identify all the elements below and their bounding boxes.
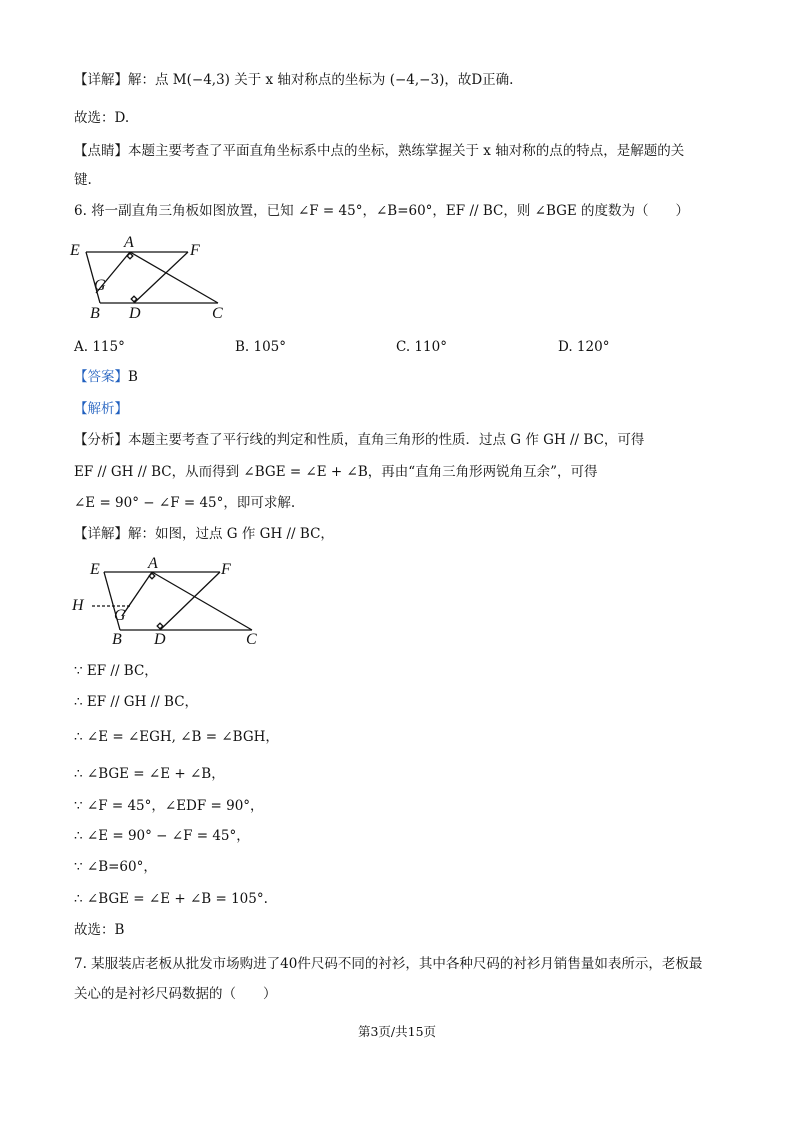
segment-AG-2 [122, 572, 152, 616]
label-E-2: E [90, 561, 100, 578]
comment-line-1: 【点睛】本题主要考查了平面直角坐标系中点的坐标，熟练掌握关于 x 轴对称的点的特点，是解题的关 [74, 143, 685, 159]
detail-line-1: 【详解】解：点 M(−4,3) 关于 x 轴对称点的坐标为 (−4,−3)，故D正确. [74, 72, 514, 88]
label-F-2: F [221, 561, 231, 578]
step-1: ∵ EF // BC， [74, 663, 158, 679]
label-D: D [129, 305, 141, 322]
question-6: 6. 将一副直角三角板如图放置，已知 ∠F = 45°，∠B=60°，EF // BC，则 ∠BGE 的度数为（ ） [74, 203, 690, 219]
step-8: ∴ ∠BGE = ∠E + ∠B = 105°. [74, 891, 268, 907]
analysis-line-2: EF // GH // BC，从而得到 ∠BGE = ∠E + ∠B，再由“直角三角形两锐角互余”，可得 [74, 464, 598, 480]
label-E: E [70, 242, 80, 259]
step-4: ∴ ∠BGE = ∠E + ∠B， [74, 766, 225, 782]
figure-1 [66, 230, 246, 324]
step-3: ∴ ∠E = ∠EGH, ∠B = ∠BGH， [74, 729, 279, 745]
step-2: ∴ EF // GH // BC， [74, 694, 199, 710]
analysis-line-1: 【分析】本题主要考查了平行线的判定和性质，直角三角形的性质．过点 G 作 GH // BC，可得 [74, 432, 645, 448]
label-D-2: D [154, 631, 166, 648]
choice-B: B. 105° [235, 339, 287, 355]
label-B: B [90, 305, 100, 322]
label-F: F [190, 242, 200, 259]
question-7-line-2: 关心的是衬衫尺码数据的（ ） [74, 986, 277, 1002]
choice-C: C. 110° [396, 339, 447, 355]
label-A: A [124, 234, 134, 251]
answer-tag: 【答案】 [74, 369, 128, 385]
segment-AC-2 [152, 572, 252, 630]
page-footer: 第3页/共15页 [357, 1024, 437, 1039]
label-C-2: C [246, 631, 257, 648]
label-G: G [94, 277, 106, 294]
label-G-2: G [114, 607, 126, 624]
step-6: ∴ ∠E = 90° − ∠F = 45°， [74, 828, 250, 844]
analysis-tag: 【解析】 [74, 401, 128, 417]
detail-line-2: 【详解】解：如图，过点 G 作 GH // BC， [74, 526, 334, 542]
segment-FD-2 [160, 572, 220, 630]
step-9: 故选：B [74, 922, 125, 938]
choice-A: A. 115° [74, 339, 125, 355]
segment-AC [130, 252, 218, 303]
label-A-2: A [148, 555, 158, 572]
label-B-2: B [112, 631, 122, 648]
label-C: C [212, 305, 223, 322]
choice-D: D. 120° [558, 339, 610, 355]
figure-2 [66, 552, 276, 652]
step-5: ∵ ∠F = 45°，∠EDF = 90°， [74, 798, 264, 814]
answer-value: B [128, 369, 138, 385]
answer-line [74, 367, 138, 387]
choice-statement-1: 故选：D. [74, 110, 130, 126]
label-H: H [72, 597, 84, 614]
question-7-line-1: 7. 某服装店老板从批发市场购进了40件尺码不同的衬衫，其中各种尺码的衬衫月销售量如表所示，老板最 [74, 956, 703, 972]
analysis-line-3: ∠E = 90° − ∠F = 45°，即可求解. [74, 495, 296, 511]
comment-line-2: 键. [74, 172, 92, 188]
step-7: ∵ ∠B=60°， [74, 859, 157, 875]
